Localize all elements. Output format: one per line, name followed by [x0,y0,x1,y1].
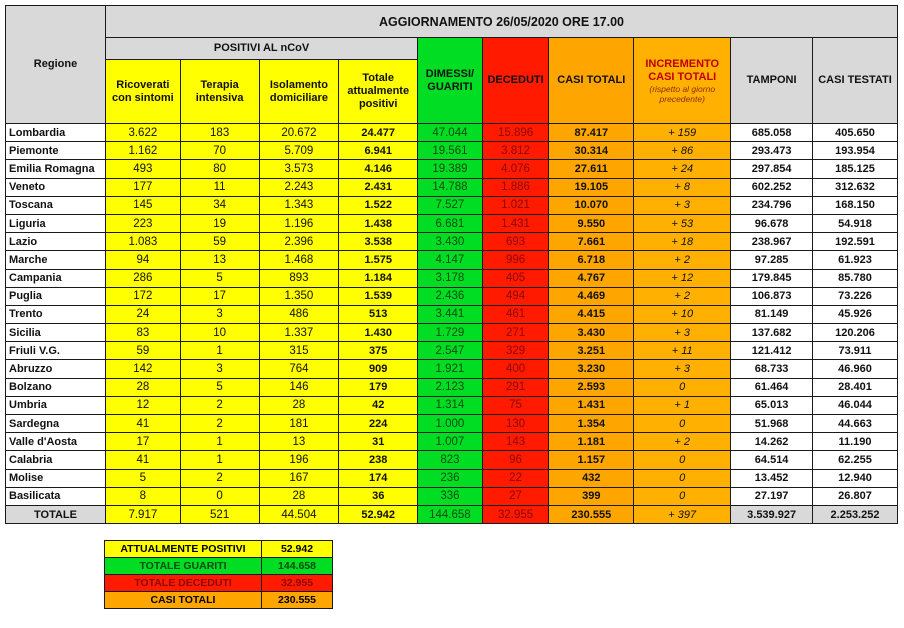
cell-deceduti: 1.431 [482,214,549,232]
legend-row [105,541,333,558]
cell-casi-totali: 9.550 [549,214,634,232]
cell-regione: Piemonte [6,142,106,160]
header-incremento [634,38,731,124]
legend-value: 52.942 [262,541,333,558]
cell-deceduti: 996 [482,251,549,269]
total-row [6,505,898,523]
cell-casi-testati: 405.650 [813,124,898,142]
cell-tamponi: 65.013 [731,396,813,414]
cell-incremento: + 159 [634,124,731,142]
cell-isolamento: 20.672 [259,124,339,142]
cell-incremento: 0 [634,487,731,505]
cell-isolamento: 44.504 [259,505,339,523]
cell-casi-testati: 11.190 [813,433,898,451]
cell-terapia: 1 [180,451,259,469]
table-row [6,178,898,196]
cell-incremento: 0 [634,378,731,396]
cell-terapia: 5 [180,378,259,396]
cell-deceduti: 291 [482,378,549,396]
cell-regione: Lombardia [6,124,106,142]
cell-incremento: + 2 [634,433,731,451]
table-row [6,124,898,142]
cell-casi-testati: 73.911 [813,342,898,360]
cell-incremento: 0 [634,451,731,469]
cell-deceduti: 130 [482,415,549,433]
table-row [6,214,898,232]
cell-totale-positivi: 2.431 [339,178,418,196]
cell-terapia: 3 [180,360,259,378]
covid-data-table [5,5,898,524]
cell-totale-positivi: 179 [339,378,418,396]
cell-casi-totali: 230.555 [549,505,634,523]
cell-dimessi: 6.681 [418,214,483,232]
cell-ricoverati: 12 [106,396,181,414]
cell-dimessi: 19.389 [418,160,483,178]
cell-regione: Liguria [6,214,106,232]
cell-regione: Veneto [6,178,106,196]
cell-dimessi: 3.178 [418,269,483,287]
cell-regione: TOTALE [6,505,106,523]
cell-ricoverati: 41 [106,415,181,433]
cell-totale-positivi: 174 [339,469,418,487]
table-row [6,433,898,451]
cell-casi-totali: 1.354 [549,415,634,433]
legend-value: 230.555 [262,592,333,609]
cell-incremento: + 18 [634,233,731,251]
cell-tamponi: 97.285 [731,251,813,269]
cell-isolamento: 315 [259,342,339,360]
cell-isolamento: 1.196 [259,214,339,232]
cell-totale-positivi: 1.575 [339,251,418,269]
header-casi-testati: CASI TESTATI [813,38,898,124]
cell-terapia: 2 [180,415,259,433]
table-row [6,487,898,505]
legend-label: TOTALE GUARITI [105,558,262,575]
cell-totale-positivi: 1.430 [339,324,418,342]
header-terapia: Terapia intensiva [180,60,259,124]
cell-deceduti: 1.021 [482,196,549,214]
cell-regione: Lazio [6,233,106,251]
cell-tamponi: 3.539.927 [731,505,813,523]
cell-regione: Emilia Romagna [6,160,106,178]
cell-casi-totali: 399 [549,487,634,505]
cell-casi-testati: 46.044 [813,396,898,414]
cell-tamponi: 297.854 [731,160,813,178]
cell-dimessi: 4.147 [418,251,483,269]
cell-casi-totali: 30.314 [549,142,634,160]
cell-regione: Molise [6,469,106,487]
table-row [6,287,898,305]
cell-casi-testati: 2.253.252 [813,505,898,523]
cell-isolamento: 13 [259,433,339,451]
cell-deceduti: 494 [482,287,549,305]
cell-terapia: 0 [180,487,259,505]
cell-ricoverati: 83 [106,324,181,342]
cell-tamponi: 14.262 [731,433,813,451]
cell-dimessi: 236 [418,469,483,487]
cell-totale-positivi: 224 [339,415,418,433]
cell-casi-testati: 46.960 [813,360,898,378]
cell-casi-totali: 432 [549,469,634,487]
cell-incremento: + 53 [634,214,731,232]
cell-deceduti: 15.896 [482,124,549,142]
table-row [6,415,898,433]
cell-isolamento: 28 [259,487,339,505]
cell-deceduti: 143 [482,433,549,451]
cell-isolamento: 1.350 [259,287,339,305]
cell-casi-totali: 4.767 [549,269,634,287]
cell-ricoverati: 286 [106,269,181,287]
cell-isolamento: 3.573 [259,160,339,178]
table-row [6,469,898,487]
cell-isolamento: 181 [259,415,339,433]
cell-terapia: 183 [180,124,259,142]
cell-dimessi: 7.527 [418,196,483,214]
cell-dimessi: 823 [418,451,483,469]
cell-isolamento: 196 [259,451,339,469]
cell-ricoverati: 1.083 [106,233,181,251]
legend-row [105,558,333,575]
cell-terapia: 70 [180,142,259,160]
cell-regione: Trento [6,305,106,323]
summary-legend [104,540,333,609]
cell-terapia: 521 [180,505,259,523]
cell-casi-testati: 44.663 [813,415,898,433]
cell-casi-testati: 85.780 [813,269,898,287]
cell-deceduti: 96 [482,451,549,469]
header-tamponi: TAMPONI [731,38,813,124]
cell-totale-positivi: 36 [339,487,418,505]
cell-ricoverati: 145 [106,196,181,214]
cell-casi-totali: 6.718 [549,251,634,269]
cell-terapia: 59 [180,233,259,251]
update-title: AGGIORNAMENTO 26/05/2020 ORE 17.00 [106,6,898,38]
cell-dimessi: 1.000 [418,415,483,433]
cell-dimessi: 1.314 [418,396,483,414]
cell-incremento: + 3 [634,196,731,214]
cell-regione: Umbria [6,396,106,414]
cell-regione: Campania [6,269,106,287]
legend-value: 32.955 [262,575,333,592]
cell-totale-positivi: 6.941 [339,142,418,160]
cell-dimessi: 3.441 [418,305,483,323]
cell-ricoverati: 177 [106,178,181,196]
cell-regione: Sicilia [6,324,106,342]
table-row [6,196,898,214]
legend-row [105,592,333,609]
cell-totale-positivi: 24.477 [339,124,418,142]
cell-tamponi: 51.968 [731,415,813,433]
cell-casi-testati: 193.954 [813,142,898,160]
cell-casi-testati: 73.226 [813,287,898,305]
cell-ricoverati: 41 [106,451,181,469]
cell-deceduti: 1.886 [482,178,549,196]
cell-casi-totali: 1.181 [549,433,634,451]
cell-deceduti: 271 [482,324,549,342]
cell-casi-testati: 45.926 [813,305,898,323]
cell-deceduti: 400 [482,360,549,378]
header-incremento-label: INCREMENTO CASI TOTALI [645,57,720,83]
header-ricoverati: Ricoverati con sintomi [106,60,181,124]
cell-casi-testati: 62.255 [813,451,898,469]
cell-totale-positivi: 42 [339,396,418,414]
cell-terapia: 34 [180,196,259,214]
cell-dimessi: 14.788 [418,178,483,196]
cell-incremento: + 24 [634,160,731,178]
cell-regione: Marche [6,251,106,269]
cell-dimessi: 2.436 [418,287,483,305]
cell-casi-totali: 1.431 [549,396,634,414]
header-isolamento: Isolamento domiciliare [259,60,339,124]
cell-tamponi: 602.252 [731,178,813,196]
table-row [6,360,898,378]
cell-ricoverati: 7.917 [106,505,181,523]
cell-casi-totali: 3.230 [549,360,634,378]
cell-incremento: + 1 [634,396,731,414]
cell-terapia: 3 [180,305,259,323]
cell-incremento: + 86 [634,142,731,160]
cell-deceduti: 3.812 [482,142,549,160]
cell-deceduti: 27 [482,487,549,505]
cell-totale-positivi: 1.184 [339,269,418,287]
cell-terapia: 17 [180,287,259,305]
cell-isolamento: 1.337 [259,324,339,342]
cell-tamponi: 61.464 [731,378,813,396]
cell-dimessi: 2.547 [418,342,483,360]
cell-totale-positivi: 1.522 [339,196,418,214]
cell-ricoverati: 1.162 [106,142,181,160]
cell-tamponi: 234.796 [731,196,813,214]
cell-isolamento: 486 [259,305,339,323]
cell-incremento: + 2 [634,287,731,305]
cell-deceduti: 405 [482,269,549,287]
header-totale-positivi: Totale attualmente positivi [339,60,418,124]
cell-ricoverati: 142 [106,360,181,378]
table-row [6,396,898,414]
cell-regione: Calabria [6,451,106,469]
header-dimessi: DIMESSI/ GUARITI [418,38,483,124]
cell-terapia: 80 [180,160,259,178]
cell-casi-totali: 10.070 [549,196,634,214]
cell-dimessi: 19.561 [418,142,483,160]
cell-terapia: 19 [180,214,259,232]
table-row [6,305,898,323]
cell-ricoverati: 172 [106,287,181,305]
cell-deceduti: 693 [482,233,549,251]
cell-ricoverati: 8 [106,487,181,505]
cell-totale-positivi: 513 [339,305,418,323]
cell-tamponi: 137.682 [731,324,813,342]
cell-tamponi: 27.197 [731,487,813,505]
cell-regione: Friuli V.G. [6,342,106,360]
cell-regione: Abruzzo [6,360,106,378]
cell-incremento: + 3 [634,360,731,378]
cell-regione: Basilicata [6,487,106,505]
cell-dimessi: 1.729 [418,324,483,342]
table-row [6,451,898,469]
cell-totale-positivi: 31 [339,433,418,451]
cell-isolamento: 146 [259,378,339,396]
cell-ricoverati: 94 [106,251,181,269]
cell-tamponi: 179.845 [731,269,813,287]
cell-deceduti: 4.076 [482,160,549,178]
cell-casi-testati: 54.918 [813,214,898,232]
cell-casi-totali: 27.611 [549,160,634,178]
table-row [6,233,898,251]
cell-casi-testati: 312.632 [813,178,898,196]
cell-tamponi: 238.967 [731,233,813,251]
table-row [6,269,898,287]
cell-ricoverati: 24 [106,305,181,323]
cell-totale-positivi: 375 [339,342,418,360]
cell-casi-totali: 4.469 [549,287,634,305]
cell-isolamento: 28 [259,396,339,414]
cell-incremento: + 397 [634,505,731,523]
cell-totale-positivi: 238 [339,451,418,469]
cell-casi-totali: 87.417 [549,124,634,142]
cell-terapia: 13 [180,251,259,269]
cell-terapia: 11 [180,178,259,196]
cell-casi-testati: 192.591 [813,233,898,251]
cell-casi-totali: 3.251 [549,342,634,360]
cell-isolamento: 764 [259,360,339,378]
table-row [6,142,898,160]
cell-dimessi: 2.123 [418,378,483,396]
cell-incremento: + 12 [634,269,731,287]
cell-casi-totali: 2.593 [549,378,634,396]
cell-incremento: + 8 [634,178,731,196]
cell-isolamento: 1.343 [259,196,339,214]
cell-tamponi: 106.873 [731,287,813,305]
cell-totale-positivi: 1.438 [339,214,418,232]
cell-incremento: 0 [634,469,731,487]
cell-totale-positivi: 52.942 [339,505,418,523]
cell-tamponi: 81.149 [731,305,813,323]
cell-tamponi: 96.678 [731,214,813,232]
legend-label: TOTALE DECEDUTI [105,575,262,592]
cell-incremento: 0 [634,415,731,433]
cell-casi-testati: 26.807 [813,487,898,505]
legend-value: 144.658 [262,558,333,575]
cell-ricoverati: 3.622 [106,124,181,142]
cell-casi-testati: 168.150 [813,196,898,214]
cell-ricoverati: 17 [106,433,181,451]
cell-deceduti: 461 [482,305,549,323]
cell-terapia: 2 [180,396,259,414]
cell-isolamento: 5.709 [259,142,339,160]
cell-incremento: + 10 [634,305,731,323]
cell-casi-totali: 3.430 [549,324,634,342]
cell-casi-totali: 1.157 [549,451,634,469]
cell-dimessi: 47.044 [418,124,483,142]
table-row [6,324,898,342]
cell-isolamento: 1.468 [259,251,339,269]
header-regione: Regione [6,6,106,124]
cell-isolamento: 167 [259,469,339,487]
cell-dimessi: 1.921 [418,360,483,378]
cell-tamponi: 121.412 [731,342,813,360]
cell-casi-totali: 4.415 [549,305,634,323]
cell-casi-testati: 120.206 [813,324,898,342]
cell-ricoverati: 493 [106,160,181,178]
header-positivi-group: POSITIVI AL nCoV [106,38,418,60]
cell-dimessi: 144.658 [418,505,483,523]
cell-incremento: + 11 [634,342,731,360]
cell-casi-testati: 61.923 [813,251,898,269]
cell-casi-totali: 19.105 [549,178,634,196]
cell-casi-testati: 28.401 [813,378,898,396]
cell-totale-positivi: 3.538 [339,233,418,251]
cell-isolamento: 2.243 [259,178,339,196]
cell-ricoverati: 28 [106,378,181,396]
cell-terapia: 1 [180,433,259,451]
cell-ricoverati: 223 [106,214,181,232]
cell-ricoverati: 59 [106,342,181,360]
cell-terapia: 1 [180,342,259,360]
cell-regione: Toscana [6,196,106,214]
cell-terapia: 5 [180,269,259,287]
cell-tamponi: 685.058 [731,124,813,142]
cell-tamponi: 68.733 [731,360,813,378]
cell-casi-testati: 12.940 [813,469,898,487]
cell-regione: Puglia [6,287,106,305]
legend-row [105,575,333,592]
header-deceduti: DECEDUTI [482,38,549,124]
cell-incremento: + 3 [634,324,731,342]
cell-deceduti: 75 [482,396,549,414]
cell-regione: Valle d'Aosta [6,433,106,451]
cell-deceduti: 329 [482,342,549,360]
cell-tamponi: 293.473 [731,142,813,160]
cell-tamponi: 64.514 [731,451,813,469]
cell-regione: Bolzano [6,378,106,396]
cell-totale-positivi: 909 [339,360,418,378]
cell-terapia: 2 [180,469,259,487]
table-row [6,342,898,360]
legend-label: ATTUALMENTE POSITIVI [105,541,262,558]
cell-dimessi: 1.007 [418,433,483,451]
cell-regione: Sardegna [6,415,106,433]
cell-totale-positivi: 4.146 [339,160,418,178]
cell-casi-testati: 185.125 [813,160,898,178]
cell-totale-positivi: 1.539 [339,287,418,305]
cell-isolamento: 2.396 [259,233,339,251]
table-row [6,378,898,396]
cell-dimessi: 3.430 [418,233,483,251]
cell-tamponi: 13.452 [731,469,813,487]
cell-dimessi: 336 [418,487,483,505]
cell-isolamento: 893 [259,269,339,287]
cell-deceduti: 32.955 [482,505,549,523]
header-casi-totali: CASI TOTALI [549,38,634,124]
header-incremento-sub: (rispetto al giorno precedente) [649,83,716,104]
cell-casi-totali: 7.661 [549,233,634,251]
table-row [6,160,898,178]
cell-deceduti: 22 [482,469,549,487]
table-row [6,251,898,269]
cell-ricoverati: 5 [106,469,181,487]
cell-terapia: 10 [180,324,259,342]
cell-incremento: + 2 [634,251,731,269]
legend-label: CASI TOTALI [105,592,262,609]
